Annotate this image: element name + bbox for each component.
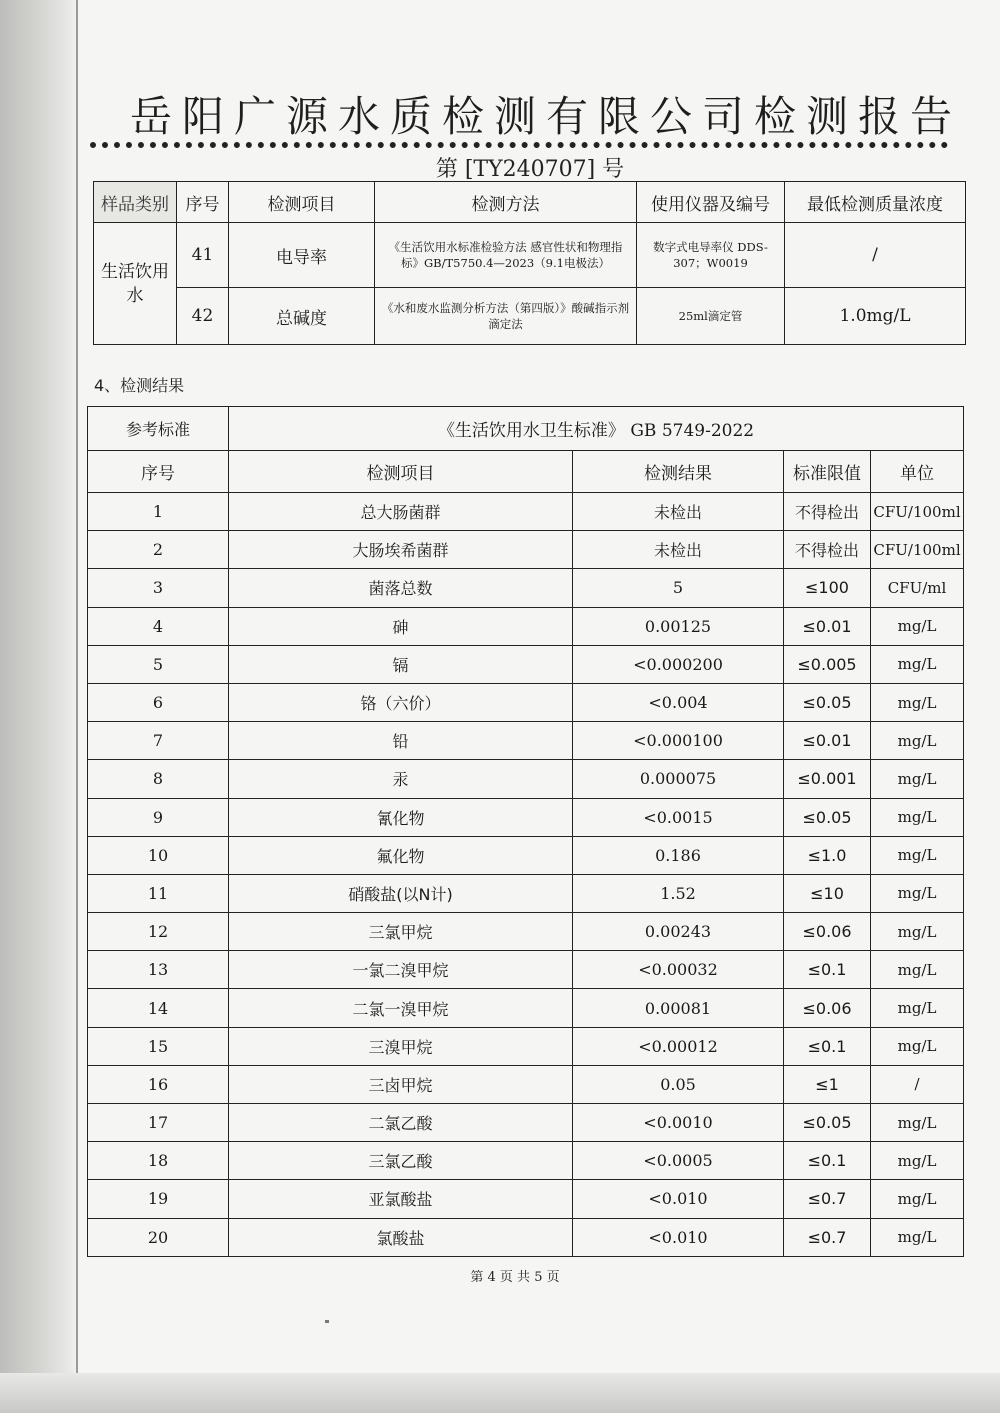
row-limit: ≤0.05	[784, 1104, 871, 1142]
row-item: 一氯二溴甲烷	[229, 951, 573, 989]
scanner-edge-left	[0, 0, 78, 1413]
row-limit: ≤10	[784, 874, 871, 912]
row-limit: ≤0.01	[784, 722, 871, 760]
row-method: 《生活饮用水标准检验方法 感官性状和物理指标》GB/T5750.4—2023（9.1电极法）	[375, 223, 637, 288]
row-no: 11	[88, 874, 229, 912]
row-instrument: 25ml滴定管	[637, 288, 785, 345]
table-row	[88, 569, 964, 607]
report-number: 第 [TY240707] 号	[435, 157, 625, 182]
row-no: 14	[88, 989, 229, 1027]
table-row	[88, 913, 964, 951]
row-no: 16	[88, 1065, 229, 1103]
row-result: 未检出	[573, 531, 784, 569]
scanner-edge-bottom	[0, 1373, 1000, 1413]
row-item: 氯酸盐	[229, 1218, 573, 1256]
row-unit: mg/L	[871, 798, 964, 836]
row-item: 三氯乙酸	[229, 1142, 573, 1180]
sample-category: 生活饮用水	[94, 223, 177, 345]
row-unit: mg/L	[871, 722, 964, 760]
row-unit: mg/L	[871, 1218, 964, 1256]
row-limit: ≤0.01	[784, 607, 871, 645]
table-row	[88, 683, 964, 721]
header-min-conc: 最低检测质量浓度	[785, 182, 966, 223]
row-result: <0.00032	[573, 951, 784, 989]
row-result: 0.186	[573, 836, 784, 874]
row-result: <0.00012	[573, 1027, 784, 1065]
row-unit: mg/L	[871, 874, 964, 912]
row-no: 20	[88, 1218, 229, 1256]
row-item: 砷	[229, 607, 573, 645]
table-row	[88, 1218, 964, 1256]
scan-speck	[325, 1320, 329, 1323]
row-limit: 不得检出	[784, 531, 871, 569]
table-row	[88, 531, 964, 569]
row-method: 《水和废水监测分析方法（第四版）》酸碱指示剂滴定法	[375, 288, 637, 345]
row-min-conc: /	[785, 223, 966, 288]
row-item: 氟化物	[229, 836, 573, 874]
row-unit: mg/L	[871, 645, 964, 683]
row-no: 41	[177, 223, 229, 288]
row-unit: /	[871, 1065, 964, 1103]
row-limit: ≤1	[784, 1065, 871, 1103]
page-footer: 第 4 页 共 5 页	[470, 1270, 560, 1285]
header-limit: 标准限值	[784, 451, 871, 493]
row-item: 铬（六价）	[229, 683, 573, 721]
methods-row	[94, 223, 966, 288]
row-result: <0.010	[573, 1218, 784, 1256]
row-unit: mg/L	[871, 913, 964, 951]
row-no: 3	[88, 569, 229, 607]
table-row	[88, 1027, 964, 1065]
table-row	[88, 645, 964, 683]
header-sample-category: 样品类别	[94, 182, 177, 223]
row-result: <0.010	[573, 1180, 784, 1218]
table-row	[88, 493, 964, 531]
row-no: 13	[88, 951, 229, 989]
row-limit: ≤0.7	[784, 1218, 871, 1256]
row-limit: ≤0.1	[784, 1027, 871, 1065]
row-unit: mg/L	[871, 683, 964, 721]
table-row	[88, 760, 964, 798]
row-limit: ≤0.05	[784, 683, 871, 721]
row-no: 6	[88, 683, 229, 721]
table-row	[88, 798, 964, 836]
table-row	[88, 951, 964, 989]
row-item: 二氯乙酸	[229, 1104, 573, 1142]
row-unit: CFU/100ml	[871, 493, 964, 531]
row-no: 5	[88, 645, 229, 683]
row-result: <0.000100	[573, 722, 784, 760]
row-unit: mg/L	[871, 760, 964, 798]
row-item: 汞	[229, 760, 573, 798]
row-instrument: 数字式电导率仪 DDS-307；W0019	[637, 223, 785, 288]
row-item: 电导率	[229, 223, 375, 288]
row-result: 0.00081	[573, 989, 784, 1027]
methods-row	[94, 288, 966, 345]
row-item: 三溴甲烷	[229, 1027, 573, 1065]
row-limit: ≤0.001	[784, 760, 871, 798]
row-result: <0.0015	[573, 798, 784, 836]
header-method: 检测方法	[375, 182, 637, 223]
row-no: 10	[88, 836, 229, 874]
row-no: 9	[88, 798, 229, 836]
row-no: 19	[88, 1180, 229, 1218]
row-unit: mg/L	[871, 1027, 964, 1065]
row-result: 0.00243	[573, 913, 784, 951]
row-result: 0.05	[573, 1065, 784, 1103]
row-unit: mg/L	[871, 1180, 964, 1218]
row-unit: CFU/ml	[871, 569, 964, 607]
table-row	[88, 836, 964, 874]
row-min-conc: 1.0mg/L	[785, 288, 966, 345]
row-no: 2	[88, 531, 229, 569]
row-unit: mg/L	[871, 1104, 964, 1142]
row-result: <0.004	[573, 683, 784, 721]
row-item: 三氯甲烷	[229, 913, 573, 951]
header-no: 序号	[177, 182, 229, 223]
row-limit: 不得检出	[784, 493, 871, 531]
row-no: 12	[88, 913, 229, 951]
standard-row	[88, 407, 964, 451]
results-header-row	[88, 451, 964, 493]
table-row	[88, 1142, 964, 1180]
header-instrument: 使用仪器及编号	[637, 182, 785, 223]
row-item: 氰化物	[229, 798, 573, 836]
row-result: 1.52	[573, 874, 784, 912]
row-item: 菌落总数	[229, 569, 573, 607]
row-unit: mg/L	[871, 951, 964, 989]
row-result: 0.000075	[573, 760, 784, 798]
row-no: 4	[88, 607, 229, 645]
table-row	[88, 874, 964, 912]
row-limit: ≤0.1	[784, 951, 871, 989]
row-limit: ≤0.7	[784, 1180, 871, 1218]
row-unit: mg/L	[871, 989, 964, 1027]
row-no: 8	[88, 760, 229, 798]
header-item: 检测项目	[229, 182, 375, 223]
header-no: 序号	[88, 451, 229, 493]
report-title: 岳阳广源水质检测有限公司检测报告	[130, 92, 963, 141]
row-limit: ≤0.06	[784, 913, 871, 951]
row-limit: ≤0.1	[784, 1142, 871, 1180]
row-unit: mg/L	[871, 1142, 964, 1180]
row-unit: mg/L	[871, 607, 964, 645]
row-item: 总碱度	[229, 288, 375, 345]
row-limit: ≤0.06	[784, 989, 871, 1027]
row-item: 二氯一溴甲烷	[229, 989, 573, 1027]
results-body	[88, 493, 964, 1257]
row-unit: CFU/100ml	[871, 531, 964, 569]
table-row	[88, 1180, 964, 1218]
row-limit: ≤1.0	[784, 836, 871, 874]
row-no: 7	[88, 722, 229, 760]
section-title: 4、检测结果	[94, 376, 185, 395]
row-result: 5	[573, 569, 784, 607]
row-no: 15	[88, 1027, 229, 1065]
row-no: 18	[88, 1142, 229, 1180]
row-item: 三卤甲烷	[229, 1065, 573, 1103]
row-result: 0.00125	[573, 607, 784, 645]
row-item: 总大肠菌群	[229, 493, 573, 531]
row-item: 镉	[229, 645, 573, 683]
row-no: 1	[88, 493, 229, 531]
results-table	[87, 406, 964, 1257]
methods-table	[93, 181, 966, 345]
row-result: <0.0005	[573, 1142, 784, 1180]
row-limit: ≤0.05	[784, 798, 871, 836]
row-limit: ≤100	[784, 569, 871, 607]
row-item: 大肠埃希菌群	[229, 531, 573, 569]
header-unit: 单位	[871, 451, 964, 493]
standard-value: 《生活饮用水卫生标准》 GB 5749-2022	[229, 407, 964, 451]
row-no: 17	[88, 1104, 229, 1142]
table-row	[88, 607, 964, 645]
table-row	[88, 989, 964, 1027]
row-result: <0.000200	[573, 645, 784, 683]
table-row	[88, 722, 964, 760]
methods-header-row	[94, 182, 966, 223]
row-result: 未检出	[573, 493, 784, 531]
row-unit: mg/L	[871, 836, 964, 874]
row-limit: ≤0.005	[784, 645, 871, 683]
table-row	[88, 1104, 964, 1142]
row-item: 亚氯酸盐	[229, 1180, 573, 1218]
header-item: 检测项目	[229, 451, 573, 493]
row-item: 铅	[229, 722, 573, 760]
row-no: 42	[177, 288, 229, 345]
standard-label: 参考标准	[88, 407, 229, 451]
row-result: <0.0010	[573, 1104, 784, 1142]
table-row	[88, 1065, 964, 1103]
row-item: 硝酸盐(以N计)	[229, 874, 573, 912]
header-result: 检测结果	[573, 451, 784, 493]
